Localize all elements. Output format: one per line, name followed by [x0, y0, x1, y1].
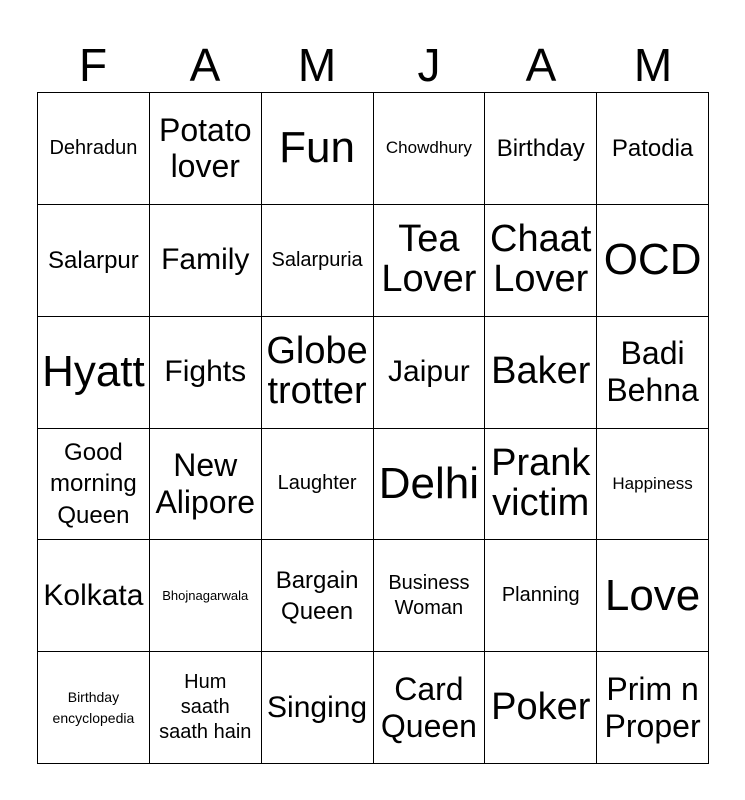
bingo-board — [37, 92, 709, 764]
bingo-cell[interactable]: Salarpuria — [262, 205, 374, 317]
bingo-cell[interactable]: Chowdhury — [374, 93, 486, 205]
bingo-cell[interactable]: Fun — [262, 93, 374, 205]
bingo-cell[interactable]: Baker — [485, 317, 597, 429]
bingo-cell[interactable]: Potato lover — [150, 93, 262, 205]
header-letter-3: M — [297, 39, 337, 91]
bingo-cell[interactable]: Tea Lover — [374, 205, 486, 317]
bingo-cell[interactable]: Bargain Queen — [262, 540, 374, 652]
bingo-cell[interactable]: Salarpur — [38, 205, 150, 317]
bingo-cell[interactable]: Globe trotter — [262, 317, 374, 429]
bingo-cell[interactable]: Good morning Queen — [38, 429, 150, 541]
bingo-cell[interactable]: Hyatt — [38, 317, 150, 429]
bingo-cell[interactable]: Jaipur — [374, 317, 486, 429]
bingo-cell[interactable]: Hum saath saath hain — [150, 652, 262, 764]
bingo-cell[interactable]: Birthday encyclopedia — [38, 652, 150, 764]
bingo-cell[interactable]: Happiness — [597, 429, 709, 541]
bingo-cell[interactable]: Patodia — [597, 93, 709, 205]
bingo-cell[interactable]: OCD — [597, 205, 709, 317]
header-letter-6: M — [633, 39, 673, 91]
bingo-cell[interactable]: Poker — [485, 652, 597, 764]
bingo-cell[interactable]: Business Woman — [374, 540, 486, 652]
bingo-cell[interactable]: Chaat Lover — [485, 205, 597, 317]
bingo-cell[interactable]: Delhi — [374, 429, 486, 541]
bingo-cell[interactable]: Prank victim — [485, 429, 597, 541]
bingo-cell[interactable]: Kolkata — [38, 540, 150, 652]
bingo-cell[interactable]: Family — [150, 205, 262, 317]
bingo-cell[interactable]: Planning — [485, 540, 597, 652]
bingo-cell[interactable]: Singing — [262, 652, 374, 764]
bingo-cell[interactable]: Badi Behna — [597, 317, 709, 429]
header-letter-2: A — [189, 39, 221, 91]
bingo-cell[interactable]: Birthday — [485, 93, 597, 205]
header-letter-4: J — [417, 39, 441, 91]
bingo-cell[interactable]: New Alipore — [150, 429, 262, 541]
bingo-cell[interactable]: Card Queen — [374, 652, 486, 764]
header-letter-1: F — [78, 39, 108, 91]
bingo-cell[interactable]: Love — [597, 540, 709, 652]
bingo-header — [37, 38, 709, 93]
bingo-cell[interactable]: Fights — [150, 317, 262, 429]
bingo-cell[interactable]: Prim n Proper — [597, 652, 709, 764]
bingo-cell[interactable]: Laughter — [262, 429, 374, 541]
bingo-cell[interactable]: Dehradun — [38, 93, 150, 205]
header-letter-5: A — [525, 39, 557, 91]
bingo-cell[interactable]: Bhojnagarwala — [150, 540, 262, 652]
